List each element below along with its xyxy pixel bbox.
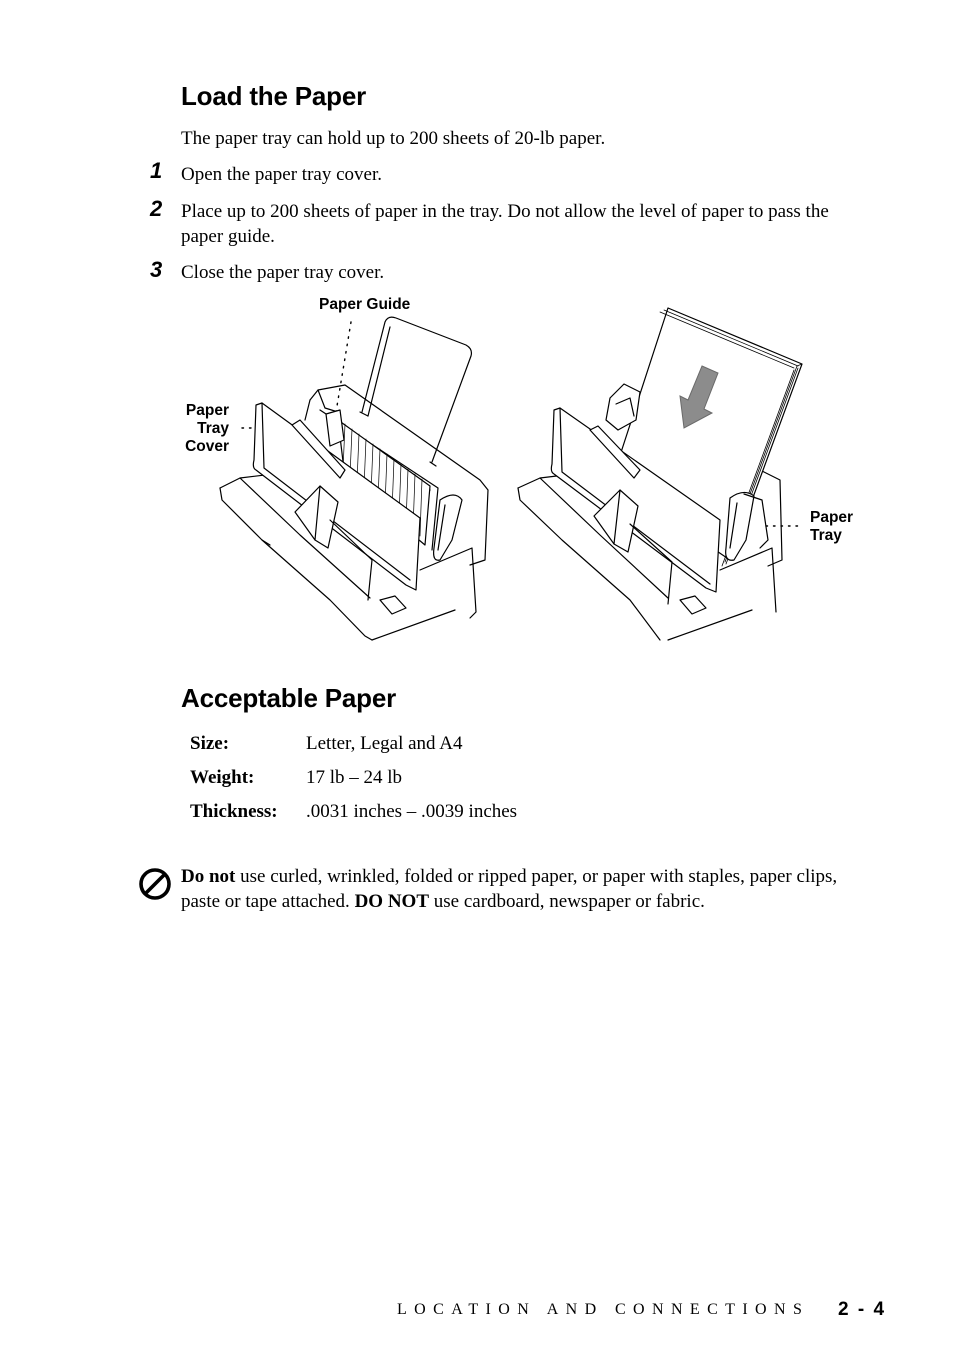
warning-text1: use curled, wrinkled, folded or ripped paper, or paper with staples, paper clips, bbox=[235, 866, 838, 887]
step-text-2-line1: Place up to 200 sheets of paper in the tray. Do not allow the level of paper to pass the bbox=[181, 201, 829, 222]
warning-bold-do-not: Do not bbox=[181, 866, 236, 887]
warning-text2a: paste or tape attached. bbox=[181, 891, 355, 912]
warning-text2b: use cardboard, newspaper or fabric. bbox=[429, 891, 705, 912]
spec-value-thickness: .0031 inches – .0039 inches bbox=[306, 801, 518, 822]
label-tray-line1: Paper bbox=[810, 509, 854, 526]
spec-value-weight: 17 lb – 24 lb bbox=[306, 767, 403, 788]
label-paper-guide: Paper Guide bbox=[319, 296, 411, 313]
label-tray-cover-line3: Cover bbox=[185, 438, 229, 455]
warning-bold-do-not-caps: DO NOT bbox=[354, 891, 429, 912]
step-text-3: Close the paper tray cover. bbox=[181, 262, 385, 283]
label-tray-cover-line1: Paper bbox=[185, 402, 229, 419]
label-tray-line2: Tray bbox=[810, 527, 842, 544]
section-title-load-paper: Load the Paper bbox=[181, 81, 367, 111]
step-number-2: 2 bbox=[150, 196, 163, 221]
step-number-1: 1 bbox=[150, 158, 163, 183]
section-title-acceptable-paper: Acceptable Paper bbox=[181, 683, 397, 713]
step-text-2-line2: paper guide. bbox=[181, 226, 275, 247]
warning-line1 bbox=[181, 864, 837, 890]
spec-label-thickness: Thickness: bbox=[190, 801, 278, 822]
spec-label-weight: Weight: bbox=[190, 767, 255, 788]
spec-value-size: Letter, Legal and A4 bbox=[306, 733, 463, 754]
warning-line2 bbox=[181, 889, 705, 915]
step-number-3: 3 bbox=[150, 257, 163, 282]
footer-page-number: 2 - 4 bbox=[838, 1299, 887, 1320]
step-text-1: Open the paper tray cover. bbox=[181, 164, 382, 185]
label-tray-cover-line2: Tray bbox=[197, 420, 229, 437]
prohibition-icon bbox=[137, 866, 173, 902]
footer-section-title: LOCATION AND CONNECTIONS bbox=[397, 1301, 810, 1318]
intro-text: The paper tray can hold up to 200 sheets of 20-lb paper. bbox=[181, 128, 606, 149]
spec-label-size: Size: bbox=[190, 733, 230, 754]
